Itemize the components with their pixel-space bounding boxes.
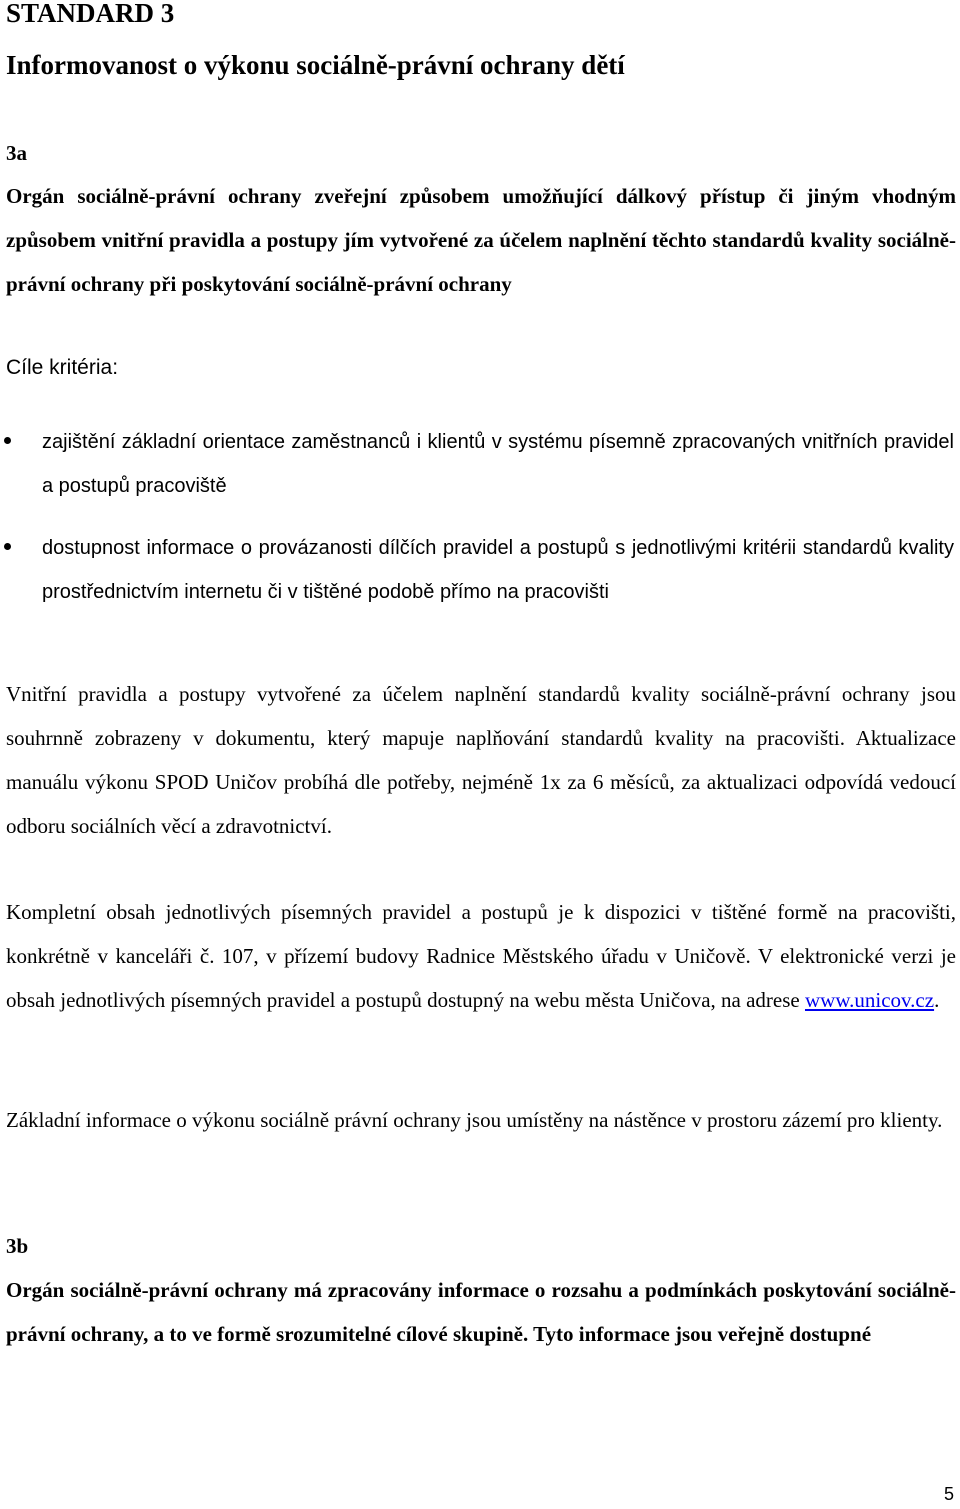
bullet-icon <box>4 543 11 550</box>
section-3a-criterion: Orgán sociálně-právní ochrany zveřejní způsobem umožňující dálkový přístup či jiným vhodným způsobem vnitřní pravidla a postupy jím vytvořené za účelem naplnění těchto standardů kvality sociálně-právní ochrany při poskytování sociálně-právní ochrany <box>6 184 956 296</box>
goal-text: zajištění základní orientace zaměstnanců i klientů v systému písemně zpracovaných vnitřních pravidel a postupů pracoviště <box>42 431 954 497</box>
website-link[interactable]: www.unicov.cz <box>804 988 935 1012</box>
section-3a-label: 3a <box>6 141 27 165</box>
paragraph-availability <box>6 890 956 1022</box>
section-3b-criterion: Orgán sociálně-právní ochrany má zpracovány informace o rozsahu a podmínkách poskytování sociálně-právní ochrany, a to ve formě srozumitelné cílové skupině. Tyto informace jsou veřejně dostupné <box>6 1278 956 1346</box>
paragraph-internal-rules: Vnitřní pravidla a postupy vytvořené za účelem naplnění standardů kvality sociálně-právní ochrany jsou souhrnně zobrazeny v dokumentu, který mapuje naplňování standardů kvality na pracovišti. Aktualizace manuálu výkonu SPOD Uničov probíhá dle potřeby, nejméně 1x za 6 měsíců, za aktualizaci odpovídá vedoucí odboru sociálních věcí a zdravotnictví. <box>6 682 956 838</box>
goals-heading: Cíle kritéria: <box>6 356 119 379</box>
paragraph-availability-print: Kompletní obsah jednotlivých písemných pravidel a postupů je k dispozici v tištěné formě na pracovišti, konkrétně v kanceláři č. 107, v přízemí budovy Radnice Městského úřadu v Uničově. <box>6 900 956 968</box>
paragraph-availability-end: . <box>934 988 940 1012</box>
section-3b-label: 3b <box>6 1234 29 1258</box>
paragraph-availability-electronic: V elektronické verzi je obsah jednotlivých písemných pravidel a postupů dostupný na webu města Uničova, na adrese <box>6 944 956 1012</box>
standard-title: STANDARD 3 <box>6 0 175 28</box>
page-number: 5 <box>943 1484 954 1504</box>
bullet-icon <box>4 437 11 444</box>
goal-text: dostupnost informace o provázanosti dílčích pravidel a postupů s jednotlivými kritérii standardů kvality prostřednictvím internetu či v tištěné podobě přímo na pracovišti <box>42 537 954 603</box>
paragraph-noticeboard: Základní informace o výkonu sociálně právní ochrany jsou umístěny na nástěnce v prostoru zázemí pro klienty. <box>6 1108 943 1132</box>
standard-subtitle: Informovanost o výkonu sociálně-právní ochrany dětí <box>6 50 625 80</box>
